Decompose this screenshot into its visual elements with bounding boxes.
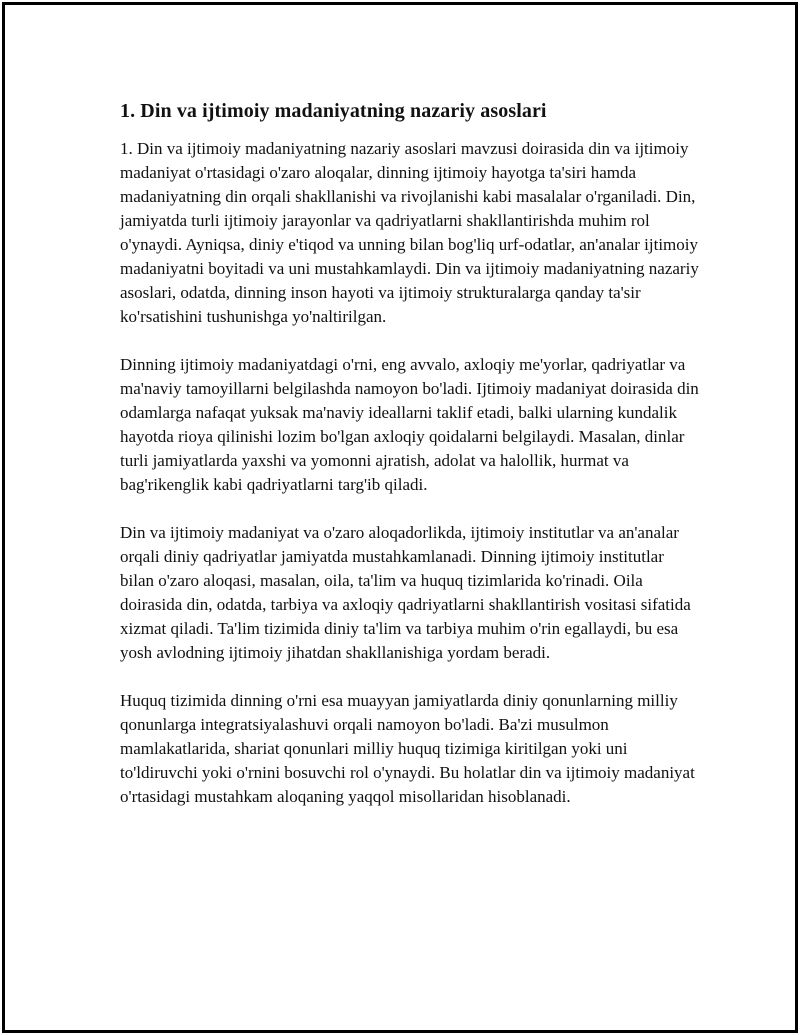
paragraph-4: Huquq tizimida dinning o'rni esa muayyan jamiyatlarda diniy qonunlarning milliy qonunlarga integratsiyalashuvi orqali namoyon bo'ladi. Ba'zi musulmon mamlakatlarida, shariat qonunlari milliy huquq tizimiga kiritilgan yoki uni to'ldiruvchi yoki o'rnini bosuvchi rol o'ynaydi. Bu holatlar din va ijtimoiy madaniyat o'rtasidagi mustahkam aloqaning yaqqol misollaridan hisoblanadi. [120, 691, 695, 806]
section-heading: 1. Din va ijtimoiy madaniyatning nazariy asoslari [120, 100, 547, 122]
paragraph-1: 1. Din va ijtimoiy madaniyatning nazariy asoslari mavzusi doirasida din va ijtimoiy madaniyat o'rtasidagi o'zaro aloqalar, dinning ijtimoiy hayotga ta'siri hamda madaniyatning din orqali shakllanishi va rivojlanishi kabi masalalar o'rganiladi. Din, jamiyatda turli ijtimoiy jarayonlar va qadriyatlarni shakllantirishda muhim rol o'ynaydi. Ayniqsa, diniy e'tiqod va unning bilan bog'liq urf-odatlar, an'analar ijtimoiy madaniyatni boyitadi va uni mustahkamlaydi. Din va ijtimoiy madaniyatning nazariy asoslari, odatda, dinning inson hayoti va ijtimoiy strukturalarga qanday ta'sir ko'rsatishini tushunishga yo'naltirilgan. [120, 139, 699, 326]
document-body [120, 97, 700, 833]
paragraph-3: Din va ijtimoiy madaniyat va o'zaro aloqadorlikda, ijtimoiy institutlar va an'analar orqali diniy qadriyatlar jamiyatda mustahkamlanadi. Dinning ijtimoiy institutlar bilan o'zaro aloqasi, masalan, oila, ta'lim va huquq tizimlarida ko'rinadi. Oila doirasida din, odatda, tarbiya va axloqiy qadriyatlarni shakllantirish vositasi sifatida xizmat qiladi. Ta'lim tizimida diniy ta'lim va tarbiya muhim o'rin egallaydi, bu esa yosh avlodning ijtimoiy jihatdan shakllanishiga yordam beradi. [120, 523, 691, 662]
paragraph-2: Dinning ijtimoiy madaniyatdagi o'rni, eng avvalo, axloqiy me'yorlar, qadriyatlar va ma'naviy tamoyillarni belgilashda namoyon bo'ladi. Ijtimoiy madaniyat doirasida din odamlarga nafaqat yuksak ma'naviy ideallarni taklif etadi, balki ularning kundalik hayotda rioya qilinishi lozim bo'lgan axloqiy qoidalarni belgilaydi. Masalan, dinlar turli jamiyatlarda yaxshi va yomonni ajratish, adolat va halollik, hurmat va bag'rikenglik kabi qadriyatlarni targ'ib qiladi. [120, 355, 699, 494]
page-frame [2, 2, 798, 1033]
